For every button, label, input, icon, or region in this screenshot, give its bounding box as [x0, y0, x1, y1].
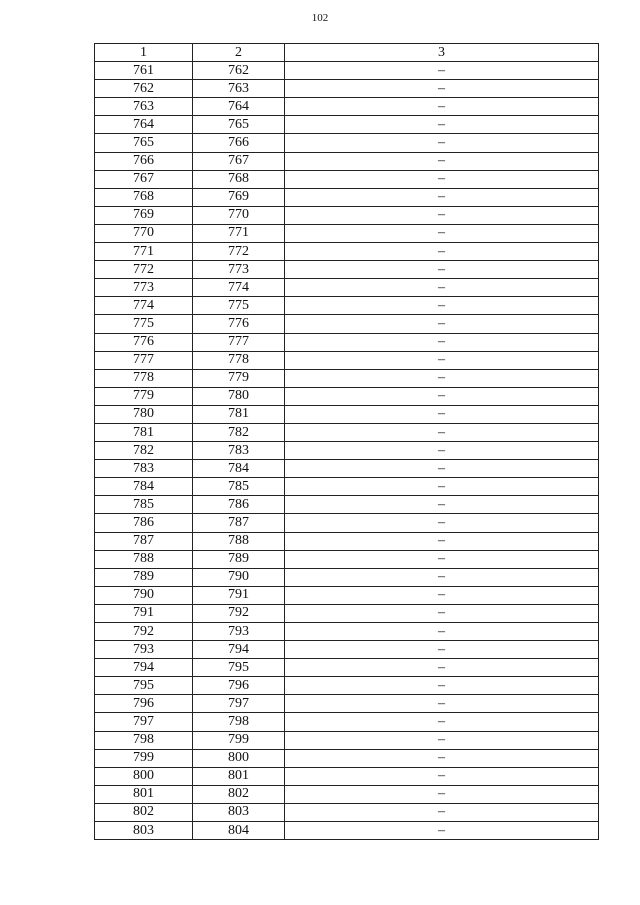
table-cell-col-3: – [285, 315, 599, 333]
table-cell-col-3: – [285, 586, 599, 604]
table-cell-col-3: – [285, 80, 599, 98]
table-row [95, 822, 599, 840]
table-cell-col-3: – [285, 749, 599, 767]
table-cell-col-3: – [285, 532, 599, 550]
table-row [95, 514, 599, 532]
table-cell-col-2: 765 [193, 116, 285, 134]
table-cell-col-2: 770 [193, 206, 285, 224]
table-cell-col-2: 783 [193, 442, 285, 460]
table-cell-col-2: 797 [193, 695, 285, 713]
table-cell-col-1: 793 [95, 641, 193, 659]
table-cell-col-3: – [285, 152, 599, 170]
table-row [95, 550, 599, 568]
table-cell-col-2: 762 [193, 62, 285, 80]
table-row [95, 116, 599, 134]
table-cell-col-2: 782 [193, 423, 285, 441]
table-row [95, 98, 599, 116]
table-row [95, 261, 599, 279]
table-cell-col-1: 790 [95, 586, 193, 604]
table-cell-col-3: – [285, 279, 599, 297]
table-cell-col-3: – [285, 116, 599, 134]
table-cell-col-2: 780 [193, 387, 285, 405]
table-cell-col-3: – [285, 170, 599, 188]
table-cell-col-2: 766 [193, 134, 285, 152]
table-cell-col-2: 779 [193, 369, 285, 387]
table-header [95, 44, 599, 62]
table-row [95, 369, 599, 387]
table-cell-col-1: 802 [95, 803, 193, 821]
table-cell-col-2: 792 [193, 604, 285, 622]
table-cell-col-3: – [285, 713, 599, 731]
table-cell-col-1: 782 [95, 442, 193, 460]
table-cell-col-3: – [285, 767, 599, 785]
table-cell-col-2: 796 [193, 677, 285, 695]
table-cell-col-3: – [285, 478, 599, 496]
table-cell-col-3: – [285, 261, 599, 279]
table-cell-col-2: 767 [193, 152, 285, 170]
table-cell-col-2: 789 [193, 550, 285, 568]
table-cell-col-1: 777 [95, 351, 193, 369]
table-cell-col-3: – [285, 641, 599, 659]
table-row [95, 243, 599, 261]
table-cell-col-3: – [285, 568, 599, 586]
table-cell-col-1: 764 [95, 116, 193, 134]
table-cell-col-2: 775 [193, 297, 285, 315]
table-row [95, 496, 599, 514]
table-cell-col-3: – [285, 134, 599, 152]
table-cell-col-3: – [285, 731, 599, 749]
table-row [95, 568, 599, 586]
table-cell-col-1: 775 [95, 315, 193, 333]
table-cell-col-2: 798 [193, 713, 285, 731]
table-cell-col-1: 796 [95, 695, 193, 713]
table-cell-col-1: 798 [95, 731, 193, 749]
table-row [95, 460, 599, 478]
header-row [95, 44, 599, 62]
table-row [95, 152, 599, 170]
table-cell-col-2: 777 [193, 333, 285, 351]
table-row [95, 351, 599, 369]
table-cell-col-2: 781 [193, 405, 285, 423]
table-cell-col-1: 769 [95, 206, 193, 224]
column-header-3: 3 [285, 44, 599, 62]
table-row [95, 659, 599, 677]
table-row [95, 387, 599, 405]
column-header-1: 1 [95, 44, 193, 62]
table-cell-col-1: 788 [95, 550, 193, 568]
table-row [95, 532, 599, 550]
table-cell-col-1: 761 [95, 62, 193, 80]
table-row [95, 224, 599, 242]
table-cell-col-1: 803 [95, 822, 193, 840]
table-cell-col-1: 799 [95, 749, 193, 767]
table-row [95, 731, 599, 749]
table-cell-col-1: 766 [95, 152, 193, 170]
table-cell-col-1: 765 [95, 134, 193, 152]
table-cell-col-3: – [285, 224, 599, 242]
table-cell-col-3: – [285, 442, 599, 460]
table-cell-col-2: 768 [193, 170, 285, 188]
table-cell-col-1: 794 [95, 659, 193, 677]
table-row [95, 80, 599, 98]
table-row [95, 170, 599, 188]
table-cell-col-1: 773 [95, 279, 193, 297]
table-cell-col-1: 785 [95, 496, 193, 514]
table-cell-col-1: 786 [95, 514, 193, 532]
table-cell-col-1: 789 [95, 568, 193, 586]
table-cell-col-3: – [285, 695, 599, 713]
table-cell-col-2: 776 [193, 315, 285, 333]
table-row [95, 623, 599, 641]
table-cell-col-2: 791 [193, 586, 285, 604]
table-row [95, 803, 599, 821]
table-cell-col-1: 791 [95, 604, 193, 622]
table-cell-col-3: – [285, 243, 599, 261]
table-cell-col-1: 767 [95, 170, 193, 188]
table-row [95, 641, 599, 659]
table-row [95, 423, 599, 441]
table-cell-col-2: 785 [193, 478, 285, 496]
table-cell-col-2: 795 [193, 659, 285, 677]
table-cell-col-1: 762 [95, 80, 193, 98]
table-row [95, 62, 599, 80]
table-cell-col-2: 778 [193, 351, 285, 369]
table-cell-col-3: – [285, 659, 599, 677]
table-cell-col-3: – [285, 62, 599, 80]
table-cell-col-3: – [285, 423, 599, 441]
table-cell-col-3: – [285, 333, 599, 351]
table-row [95, 695, 599, 713]
table-cell-col-1: 772 [95, 261, 193, 279]
table-cell-col-2: 774 [193, 279, 285, 297]
table-cell-col-2: 784 [193, 460, 285, 478]
table-row [95, 478, 599, 496]
table-cell-col-1: 763 [95, 98, 193, 116]
table-cell-col-1: 771 [95, 243, 193, 261]
table-row [95, 315, 599, 333]
table-cell-col-3: – [285, 98, 599, 116]
table-cell-col-1: 787 [95, 532, 193, 550]
table-row [95, 785, 599, 803]
table-row [95, 297, 599, 315]
table-row [95, 767, 599, 785]
table-row [95, 713, 599, 731]
table-cell-col-3: – [285, 405, 599, 423]
table-row [95, 279, 599, 297]
table-cell-col-1: 784 [95, 478, 193, 496]
table-cell-col-2: 764 [193, 98, 285, 116]
data-table [94, 43, 599, 840]
table-cell-col-3: – [285, 604, 599, 622]
table-row [95, 586, 599, 604]
table-cell-col-2: 794 [193, 641, 285, 659]
page-number: 102 [311, 12, 329, 24]
table-cell-col-1: 774 [95, 297, 193, 315]
table-cell-col-1: 780 [95, 405, 193, 423]
table-cell-col-3: – [285, 297, 599, 315]
table-cell-col-3: – [285, 206, 599, 224]
table-body [95, 62, 599, 840]
table-cell-col-3: – [285, 351, 599, 369]
table-cell-col-2: 786 [193, 496, 285, 514]
table-cell-col-3: – [285, 387, 599, 405]
table-cell-col-2: 793 [193, 623, 285, 641]
table-cell-col-3: – [285, 822, 599, 840]
table-cell-col-1: 768 [95, 188, 193, 206]
table-cell-col-1: 792 [95, 623, 193, 641]
table-cell-col-2: 804 [193, 822, 285, 840]
table-row [95, 677, 599, 695]
table-cell-col-1: 776 [95, 333, 193, 351]
table-cell-col-3: – [285, 369, 599, 387]
table-cell-col-3: – [285, 188, 599, 206]
table-cell-col-3: – [285, 623, 599, 641]
table-cell-col-2: 772 [193, 243, 285, 261]
table-cell-col-3: – [285, 803, 599, 821]
table-cell-col-1: 801 [95, 785, 193, 803]
table-cell-col-2: 801 [193, 767, 285, 785]
table-cell-col-1: 778 [95, 369, 193, 387]
column-header-2: 2 [193, 44, 285, 62]
table-cell-col-1: 797 [95, 713, 193, 731]
table-cell-col-2: 800 [193, 749, 285, 767]
table-cell-col-1: 795 [95, 677, 193, 695]
table-cell-col-2: 787 [193, 514, 285, 532]
table-row [95, 333, 599, 351]
table-row [95, 134, 599, 152]
table-row [95, 188, 599, 206]
table-cell-col-1: 783 [95, 460, 193, 478]
table-cell-col-1: 770 [95, 224, 193, 242]
table-row [95, 749, 599, 767]
table-cell-col-3: – [285, 514, 599, 532]
table-cell-col-2: 771 [193, 224, 285, 242]
table-cell-col-3: – [285, 496, 599, 514]
table-cell-col-1: 779 [95, 387, 193, 405]
table-cell-col-2: 799 [193, 731, 285, 749]
table-cell-col-2: 790 [193, 568, 285, 586]
table-cell-col-2: 802 [193, 785, 285, 803]
table-cell-col-2: 803 [193, 803, 285, 821]
table-row [95, 442, 599, 460]
table-row [95, 604, 599, 622]
table-cell-col-2: 788 [193, 532, 285, 550]
table-row [95, 405, 599, 423]
table-cell-col-1: 800 [95, 767, 193, 785]
table-cell-col-2: 769 [193, 188, 285, 206]
table-row [95, 206, 599, 224]
table-cell-col-3: – [285, 550, 599, 568]
table-cell-col-3: – [285, 460, 599, 478]
table-cell-col-1: 781 [95, 423, 193, 441]
table-cell-col-3: – [285, 677, 599, 695]
table-cell-col-2: 773 [193, 261, 285, 279]
table-cell-col-3: – [285, 785, 599, 803]
table-cell-col-2: 763 [193, 80, 285, 98]
